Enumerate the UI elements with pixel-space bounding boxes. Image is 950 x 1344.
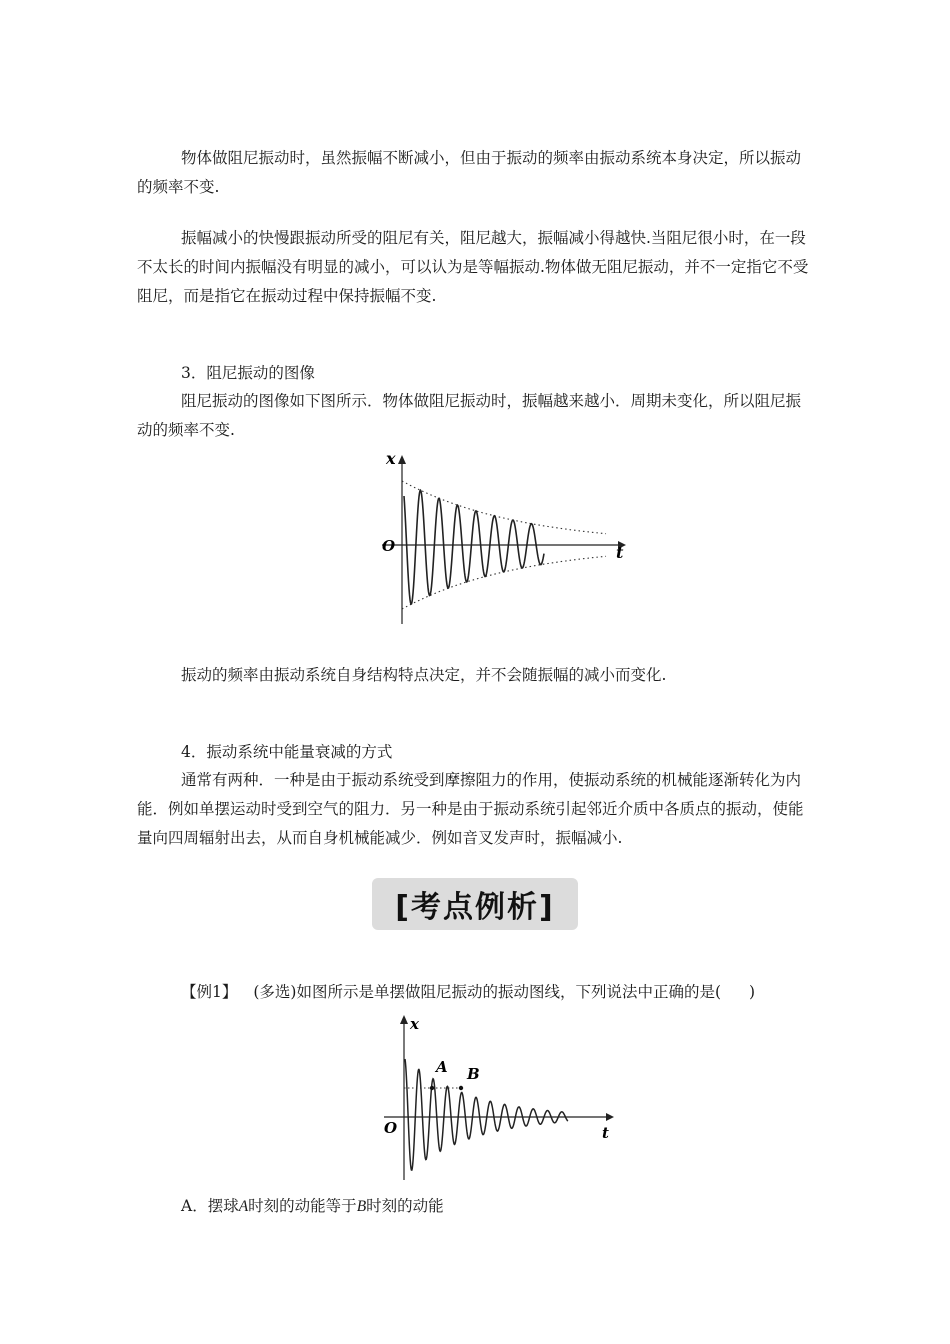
fig1-x-label: x <box>386 449 396 468</box>
example-1-question <box>181 978 755 1007</box>
paragraph-frequency-constant: 物体做阻尼振动时，虽然振幅不断减小，但由于振动的频率由振动系统本身决定，所以振动的频率不变. <box>137 149 802 196</box>
example-question-text: (多选)如图所示是单摆做阻尼振动的振动图线，下列说法中正确的是( <box>253 983 722 1001</box>
example-tag: 【例1】 <box>181 983 238 1001</box>
option-a-var-b: B <box>356 1198 367 1215</box>
example-close-paren: ) <box>749 983 756 1001</box>
point-b-marker <box>459 1086 463 1090</box>
point-a-label: A <box>436 1058 448 1076</box>
option-a <box>181 1192 444 1221</box>
pendulum-wave-curve <box>405 1059 568 1170</box>
fig2-t-label: t <box>602 1124 609 1142</box>
option-a-prefix: A．摆球 <box>181 1197 239 1215</box>
section-4-heading: 4．振动系统中能量衰减的方式 <box>181 743 393 761</box>
fig2-x-label: x <box>410 1015 419 1033</box>
option-a-var-a: A <box>238 1198 249 1215</box>
exam-analysis-banner: [考点例析] <box>372 878 578 930</box>
point-a-marker <box>430 1086 434 1090</box>
t-axis-arrow <box>606 1113 614 1121</box>
paragraph-damping-amplitude: 振幅减小的快慢跟振动所受的阻尼有关，阻尼越大，振幅减小得越快.当阻尼很小时，在一段不太长的时间内振幅没有明显的减小，可以认为是等幅振动.物体做无阻尼振动，并不一定指它不受阻尼，而是指它在振动过程中保持振幅不变. <box>137 229 809 305</box>
point-b-label: B <box>467 1065 480 1083</box>
x-axis-arrow <box>398 455 406 464</box>
fig1-origin-label: O <box>382 537 396 555</box>
section-3-heading: 3．阻尼振动的图像 <box>181 364 315 382</box>
damped-oscillation-figure <box>372 446 642 630</box>
section-3-after: 振动的频率由振动系统自身结构特点决定，并不会随振幅的减小而变化. <box>181 666 667 684</box>
option-a-suffix: 时刻的动能 <box>366 1197 444 1215</box>
fig1-t-label: t <box>616 543 624 562</box>
damped-wave-curve <box>404 490 544 604</box>
section-3-body: 阻尼振动的图像如下图所示．物体做阻尼振动时，振幅越来越小．周期未变化，所以阻尼振动的频率不变. <box>137 392 802 439</box>
option-a-mid: 时刻的动能等于 <box>248 1197 357 1215</box>
x-axis-arrow <box>400 1015 408 1024</box>
section-4-body: 通常有两种．一种是由于振动系统受到摩擦阻力的作用，使振动系统的机械能逐渐转化为内能．例如单摆运动时受到空气的阻力．另一种是由于振动系统引起邻近介质中各质点的振动，使能量向四周辐射出去，从而自身机械能减少．例如音叉发声时，振幅减小. <box>137 771 804 847</box>
pendulum-damped-figure <box>372 1012 622 1184</box>
fig2-origin-label: O <box>384 1119 398 1137</box>
upper-envelope <box>402 481 606 534</box>
